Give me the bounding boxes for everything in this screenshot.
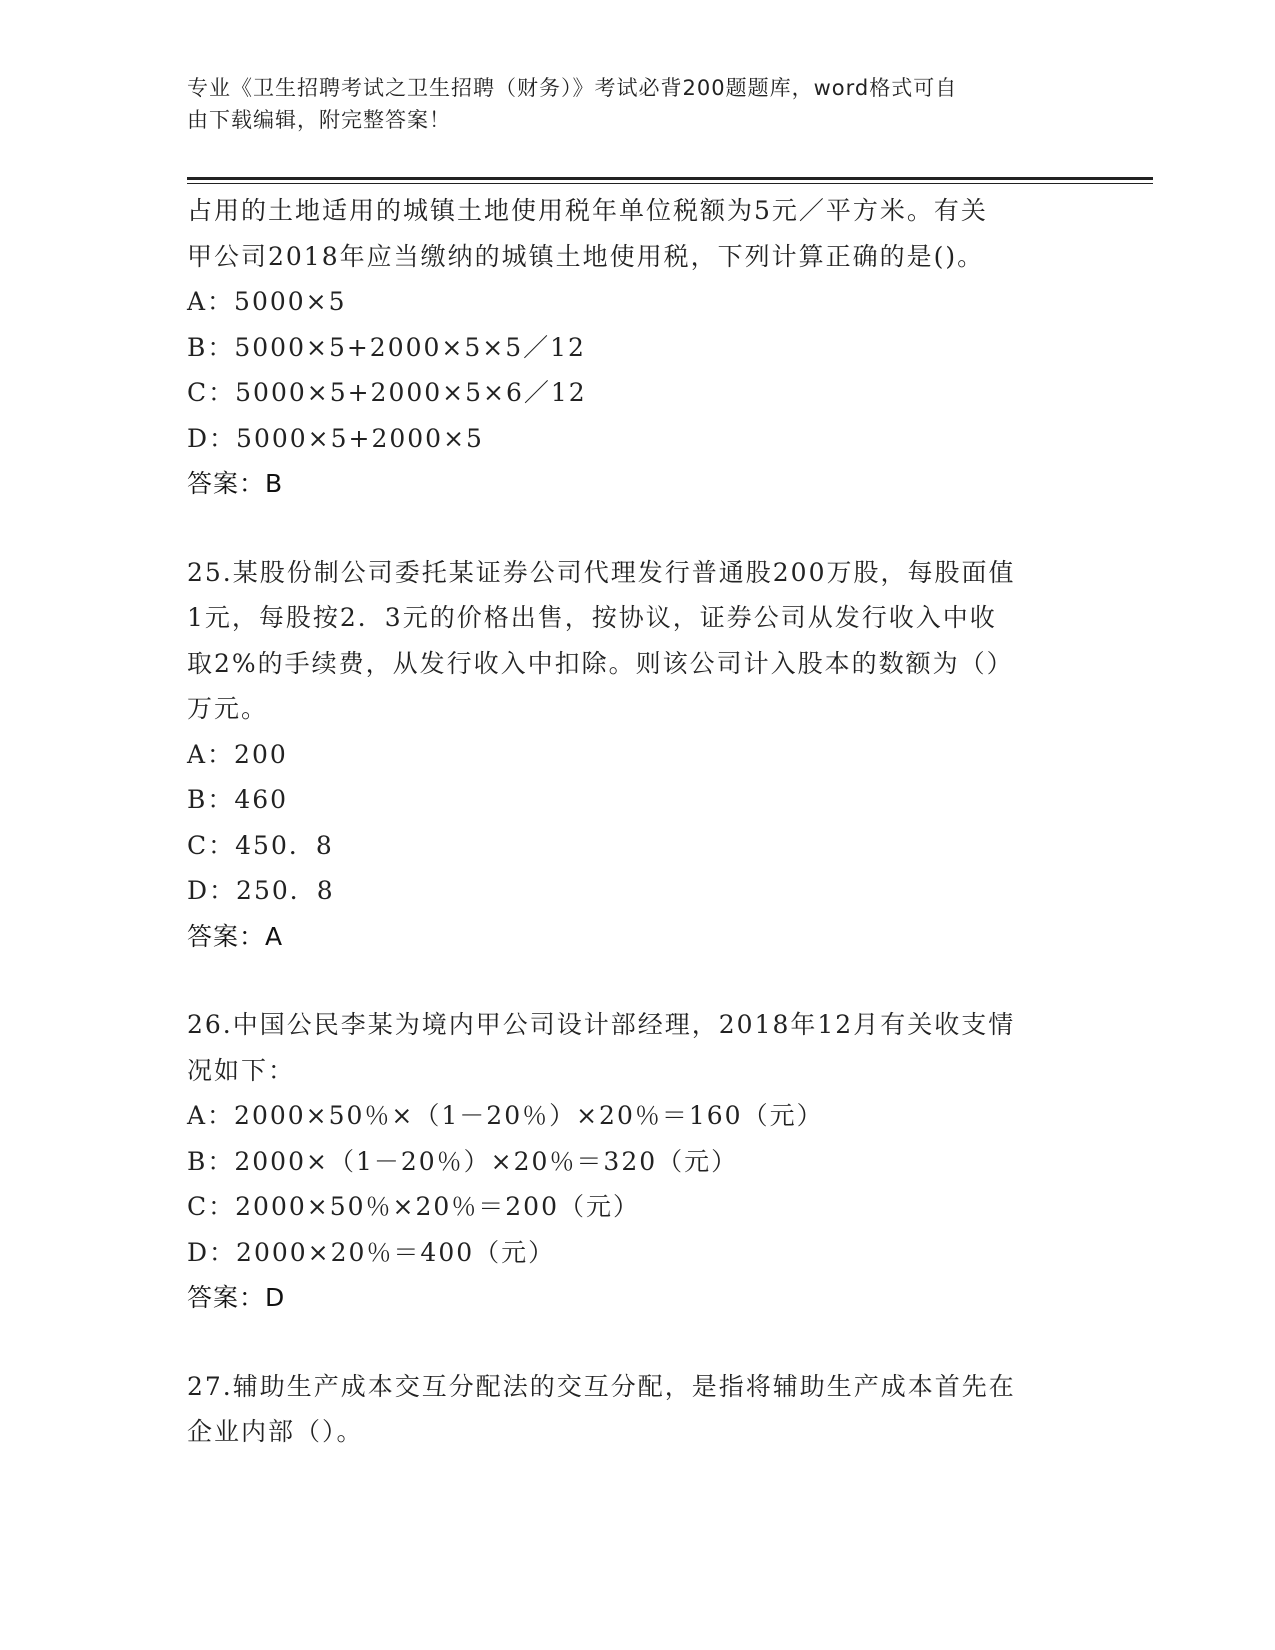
question-spacer: [187, 1321, 1077, 1364]
question-list: [187, 188, 1077, 1455]
option-a: A：5000×5: [187, 287, 347, 316]
option-a: A：200: [187, 739, 288, 769]
question-block: [187, 550, 1077, 960]
question-block: [187, 1364, 1077, 1455]
option-b: B：460: [187, 785, 289, 814]
question-stem-line: 27.辅助生产成本交互分配法的交互分配，是指将辅助生产成本首先在: [187, 1371, 1016, 1401]
header-line-1: 专业《卫生招聘考试之卫生招聘（财务）》考试必背200题题库，word格式可自: [187, 76, 958, 100]
question-stem-line: 万元。: [187, 694, 269, 723]
answer-line: 答案：B: [187, 469, 284, 498]
option-d: D：250．8: [187, 876, 335, 905]
option-c: C：5000×5+2000×5×6／12: [187, 378, 587, 407]
question-stem-line: 26.中国公民李某为境内甲公司设计部经理，2018年12月有关收支情: [187, 1010, 1016, 1039]
option-d: D：2000×20％＝400（元）: [187, 1237, 556, 1267]
answer-line: 答案：D: [187, 1283, 286, 1312]
document-header: [187, 72, 1067, 136]
question-stem-line: 甲公司2018年应当缴纳的城镇土地使用税，下列计算正确的是()。: [187, 241, 985, 271]
question-block: [187, 188, 1077, 507]
question-stem-line: 占用的土地适用的城镇土地使用税年单位税额为5元／平方米。有关: [187, 196, 988, 225]
question-stem-line: 况如下：: [187, 1055, 296, 1085]
question-spacer: [187, 959, 1077, 1002]
option-b: B：2000×（1－20％）×20％＝320（元）: [187, 1146, 739, 1176]
question-stem-line: 25.某股份制公司委托某证券公司代理发行普通股200万股，每股面值: [187, 557, 1016, 587]
answer-line: 答案：A: [187, 921, 284, 951]
option-c: C：450．8: [187, 830, 334, 860]
question-stem-line: 企业内部（）。: [187, 1417, 364, 1446]
question-stem-line: 1元，每股按2．3元的价格出售，按协议，证券公司从发行收入中收: [187, 603, 997, 632]
question-stem-line: 取2%的手续费，从发行收入中扣除。则该公司计入股本的数额为（）: [187, 648, 1014, 678]
header-divider-thin: [187, 183, 1153, 184]
option-d: D：5000×5+2000×5: [187, 423, 484, 453]
header-line-2: 由下载编辑，附完整答案！: [187, 108, 451, 132]
option-b: B：5000×5+2000×5×5／12: [187, 332, 586, 362]
question-spacer: [187, 507, 1077, 550]
header-divider-thick: [187, 177, 1153, 180]
option-a: A：2000×50％×（1－20％）×20％＝160（元）: [187, 1101, 824, 1130]
option-c: C：2000×50％×20％＝200（元）: [187, 1192, 640, 1221]
question-block: [187, 1002, 1077, 1321]
